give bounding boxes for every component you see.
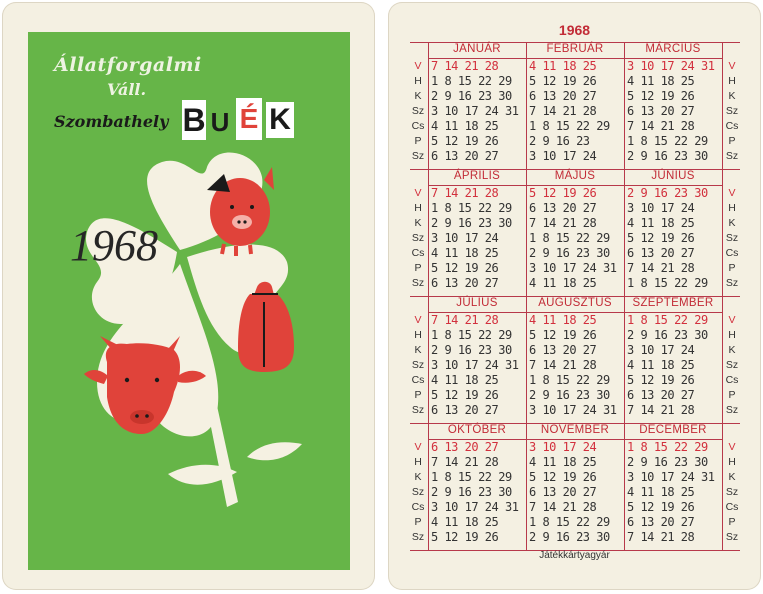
week-row: 7 14 21 28 — [431, 59, 499, 73]
week-row: 1 8 15 22 29 — [431, 74, 512, 88]
week-row: 6 13 20 27 — [431, 440, 499, 454]
month-days — [431, 59, 518, 164]
day-label-left: Sz — [411, 105, 425, 117]
week-row: 7 14 21 28 — [627, 530, 695, 544]
week-row: 1 8 15 22 29 — [627, 440, 708, 454]
week-row: 3 10 17 24 — [529, 149, 597, 163]
week-row: 6 13 20 27 — [529, 485, 597, 499]
week-row: 7 14 21 28 — [431, 186, 499, 200]
day-label-right: K — [728, 90, 736, 102]
week-row: 1 8 15 22 29 — [529, 373, 610, 387]
day-label-right: Cs — [725, 501, 739, 513]
day-label-left: Sz — [411, 404, 425, 416]
week-row: 5 12 19 26 — [627, 373, 695, 387]
week-row: 4 11 18 25 — [431, 373, 499, 387]
month-name: ÁPRILIS — [453, 170, 501, 182]
week-row: 2 9 16 23 30 — [529, 530, 610, 544]
day-label-right: Sz — [725, 404, 739, 416]
week-row: 6 13 20 27 — [627, 515, 695, 529]
week-row: 1 8 15 22 29 — [627, 276, 708, 290]
week-row: 5 12 19 26 — [529, 470, 597, 484]
month-days — [627, 440, 714, 545]
week-row: 3 10 17 24 31 — [627, 470, 715, 484]
day-label-right: K — [728, 471, 736, 483]
week-row: 3 10 17 24 — [431, 231, 499, 245]
day-label-left: Sz — [411, 486, 425, 498]
day-label-left: Sz — [411, 359, 425, 371]
day-label-right: Sz — [725, 486, 739, 498]
month-name: FEBRUÁR — [546, 43, 604, 55]
week-row: 2 9 16 23 30 — [431, 485, 512, 499]
day-label-left: Cs — [411, 120, 425, 132]
week-row: 3 10 17 24 — [529, 440, 597, 454]
day-label-left: V — [414, 60, 422, 72]
day-label-right: V — [728, 187, 736, 199]
week-row: 4 11 18 25 — [529, 59, 597, 73]
day-label-left: Sz — [411, 150, 425, 162]
clover-stem — [202, 382, 238, 507]
week-row: 4 11 18 25 — [627, 485, 695, 499]
week-row: 6 13 20 27 — [431, 149, 499, 163]
month-name: JÚLIUS — [456, 297, 498, 309]
week-row: 2 9 16 23 30 — [431, 216, 512, 230]
week-row: 3 10 17 24 31 — [627, 59, 715, 73]
greeting-letter-4: K — [266, 102, 294, 138]
week-row: 7 14 21 28 — [627, 261, 695, 275]
week-row: 3 10 17 24 31 — [529, 403, 617, 417]
day-label-right: Sz — [725, 150, 739, 162]
week-row: 5 12 19 26 — [431, 388, 499, 402]
calendar-footer: Játékkártyagyár — [539, 550, 610, 561]
calendar-card — [388, 2, 761, 590]
day-label-right: P — [728, 516, 736, 528]
week-row: 7 14 21 28 — [529, 104, 597, 118]
day-label-right: Sz — [725, 531, 739, 543]
month-days — [431, 313, 518, 418]
day-label-left: H — [414, 75, 422, 87]
day-label-left: Cs — [411, 501, 425, 513]
day-label-right: P — [728, 135, 736, 147]
week-row: 3 10 17 24 31 — [431, 104, 519, 118]
week-row: 7 14 21 28 — [627, 119, 695, 133]
week-row: 7 14 21 28 — [627, 403, 695, 417]
month-name: JANUÁR — [453, 43, 501, 55]
day-label-right: Cs — [725, 247, 739, 259]
greeting-letter-2: U — [210, 107, 230, 137]
day-label-right: H — [728, 456, 736, 468]
clover-leaflet-2 — [247, 442, 302, 460]
month-name: MÁJUS — [554, 170, 596, 182]
week-row: 5 12 19 26 — [431, 261, 499, 275]
week-row: 6 13 20 27 — [529, 89, 597, 103]
week-row: 1 8 15 22 29 — [431, 470, 512, 484]
day-label-left: H — [414, 456, 422, 468]
week-row: 1 8 15 22 29 — [431, 328, 512, 342]
week-row: 2 9 16 23 — [529, 134, 590, 148]
week-row: 5 12 19 26 — [431, 530, 499, 544]
day-label-right: Sz — [725, 105, 739, 117]
week-row: 3 10 17 24 — [627, 343, 695, 357]
month-name: NOVEMBER — [540, 424, 610, 436]
day-label-left: Sz — [411, 531, 425, 543]
front-card — [2, 2, 375, 590]
greeting-letter-3: É — [236, 98, 262, 140]
clover-illustration — [2, 2, 375, 590]
week-row: 6 13 20 27 — [431, 403, 499, 417]
month-days — [431, 186, 512, 291]
day-label-right: Cs — [725, 120, 739, 132]
day-label-left: H — [414, 329, 422, 341]
week-row: 6 13 20 27 — [431, 276, 499, 290]
month-days — [529, 186, 616, 291]
column-divider — [428, 42, 429, 550]
column-divider — [722, 42, 723, 550]
week-row: 1 8 15 22 29 — [627, 313, 708, 327]
week-row: 1 8 15 22 29 — [529, 231, 610, 245]
month-days — [529, 313, 616, 418]
day-label-left: H — [414, 202, 422, 214]
day-label-right: Cs — [725, 374, 739, 386]
day-label-left: K — [414, 344, 422, 356]
day-label-left: V — [414, 187, 422, 199]
week-row: 1 8 15 22 29 — [431, 201, 512, 215]
day-label-left: K — [414, 471, 422, 483]
week-row: 4 11 18 25 — [431, 515, 499, 529]
week-row: 2 9 16 23 30 — [529, 388, 610, 402]
week-row: 4 11 18 25 — [627, 216, 695, 230]
week-row: 6 13 20 27 — [529, 201, 597, 215]
week-row: 6 13 20 27 — [627, 246, 695, 260]
week-row: 3 10 17 24 31 — [431, 358, 519, 372]
greeting-letter-1: B — [182, 102, 206, 138]
day-label-right: H — [728, 75, 736, 87]
week-row: 4 11 18 25 — [529, 455, 597, 469]
month-name: SZEPTEMBER — [632, 297, 714, 309]
month-name: DECEMBER — [639, 424, 707, 436]
week-row: 7 14 21 28 — [431, 313, 499, 327]
week-row: 5 12 19 26 — [529, 74, 597, 88]
calendar-year: 1968 — [558, 22, 591, 38]
day-label-right: K — [728, 344, 736, 356]
week-row: 4 11 18 25 — [529, 276, 597, 290]
month-days — [529, 440, 610, 545]
day-label-left: K — [414, 217, 422, 229]
week-row: 6 13 20 27 — [627, 388, 695, 402]
month-days — [627, 59, 714, 164]
day-label-right: V — [728, 60, 736, 72]
week-row: 3 10 17 24 — [627, 201, 695, 215]
week-row: 3 10 17 24 31 — [529, 261, 617, 275]
week-row: 2 9 16 23 30 — [529, 246, 610, 260]
day-label-right: H — [728, 329, 736, 341]
day-label-right: P — [728, 389, 736, 401]
day-label-left: Cs — [411, 374, 425, 386]
week-row: 5 12 19 26 — [627, 89, 695, 103]
day-label-right: K — [728, 217, 736, 229]
week-row: 2 9 16 23 30 — [431, 343, 512, 357]
week-row: 5 12 19 26 — [529, 186, 597, 200]
day-label-right: V — [728, 441, 736, 453]
week-row: 4 11 18 25 — [431, 119, 499, 133]
week-row: 7 14 21 28 — [529, 216, 597, 230]
day-label-left: P — [414, 389, 422, 401]
day-label-right: V — [728, 314, 736, 326]
week-row: 6 13 20 27 — [627, 104, 695, 118]
day-label-right: Sz — [725, 277, 739, 289]
week-row: 2 9 16 23 30 — [627, 328, 708, 342]
week-row: 6 13 20 27 — [529, 343, 597, 357]
month-name: AUGUSZTUS — [538, 297, 612, 309]
day-label-left: V — [414, 314, 422, 326]
month-name: JÚNIUS — [651, 170, 695, 182]
calendar-grid — [410, 42, 740, 552]
month-days — [627, 186, 708, 291]
day-label-right: Sz — [725, 232, 739, 244]
month-name: MÁRCIUS — [645, 43, 701, 55]
week-row: 3 10 17 24 31 — [431, 500, 519, 514]
week-row: 5 12 19 26 — [529, 328, 597, 342]
week-row: 4 11 18 25 — [627, 74, 695, 88]
week-row: 4 11 18 25 — [627, 358, 695, 372]
week-row: 4 11 18 25 — [529, 313, 597, 327]
month-days — [627, 313, 708, 418]
week-row: 4 11 18 25 — [431, 246, 499, 260]
week-row: 5 12 19 26 — [431, 134, 499, 148]
week-row: 5 12 19 26 — [627, 231, 695, 245]
greeting-letters — [182, 92, 302, 152]
week-row: 7 14 21 28 — [529, 500, 597, 514]
day-label-left: Sz — [411, 232, 425, 244]
brand-city: Szombathely — [54, 112, 169, 131]
column-divider — [624, 42, 625, 550]
week-row: 2 9 16 23 30 — [431, 89, 512, 103]
day-label-left: P — [414, 262, 422, 274]
day-label-left: V — [414, 441, 422, 453]
brand-name: Állatforgalmi — [54, 54, 202, 76]
week-row: 1 8 15 22 29 — [529, 515, 610, 529]
month-days — [529, 59, 610, 164]
week-row: 7 14 21 28 — [529, 358, 597, 372]
week-row: 2 9 16 23 30 — [627, 149, 708, 163]
day-label-right: H — [728, 202, 736, 214]
week-row: 2 9 16 23 30 — [627, 186, 708, 200]
week-row: 1 8 15 22 29 — [529, 119, 610, 133]
day-label-left: P — [414, 135, 422, 147]
day-label-left: Cs — [411, 247, 425, 259]
week-row: 7 14 21 28 — [431, 455, 499, 469]
month-name: OKTÓBER — [447, 424, 507, 436]
front-year: 1968 — [70, 221, 158, 270]
brand-suffix: Váll. — [107, 80, 147, 99]
day-label-left: P — [414, 516, 422, 528]
day-label-left: Sz — [411, 277, 425, 289]
week-row: 5 12 19 26 — [627, 500, 695, 514]
month-days — [431, 440, 518, 545]
week-row: 2 9 16 23 30 — [627, 455, 708, 469]
day-label-right: Sz — [725, 359, 739, 371]
week-row: 1 8 15 22 29 — [627, 134, 708, 148]
day-label-left: K — [414, 90, 422, 102]
column-divider — [526, 42, 527, 550]
day-label-right: P — [728, 262, 736, 274]
